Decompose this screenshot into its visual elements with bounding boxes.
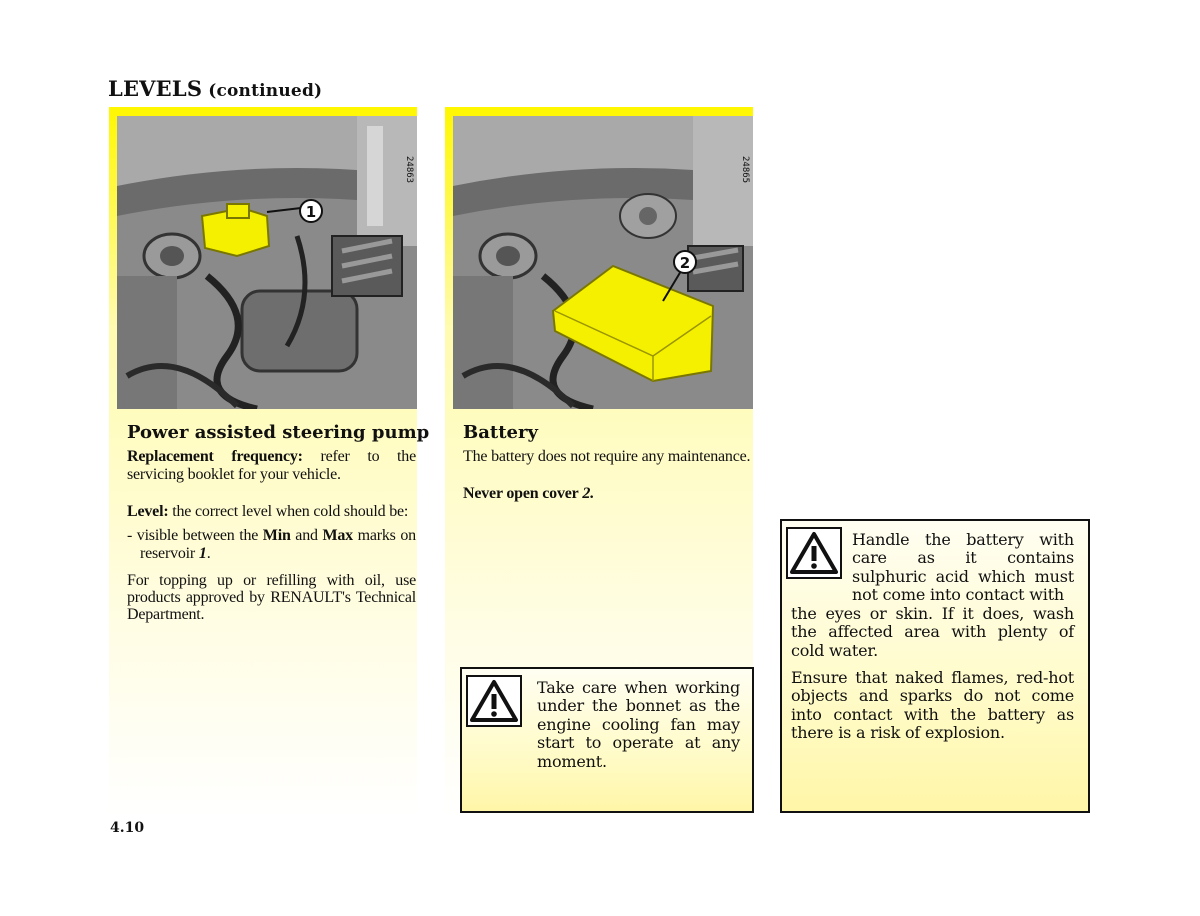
warning-triangle-icon [466,675,522,727]
battery-body [463,448,752,518]
bullet-prefix: - visible between the [127,527,259,544]
battery-warning-text-rest: the eyes or skin. If it does, wash the affected area with plenty of cold water. [791,604,1074,660]
photo-code-right: 24865 [740,156,750,184]
steering-pump-heading: Power assisted steering pump [127,422,430,443]
bullet-ref: 1 [198,545,207,562]
battery-warning-text-top: Handle the battery with care as it contains sulphuric acid which must not come into contact with [852,530,1074,605]
callout-1: 1 [305,203,317,221]
battery-photo [453,116,753,409]
warning-triangle-icon [786,527,842,579]
fan-warning-text: Take care when working under the bonnet as the engine cooling fan may start to operate at any moment. [537,678,740,771]
battery-heading: Battery [463,422,538,443]
bullet-and: and [295,527,318,544]
bullet-min: Min [262,527,291,544]
callout-2: 2 [679,254,691,272]
title-subtitle: (continued) [208,81,323,101]
replacement-label: Replacement frequency: [127,448,303,465]
bullet-suffix: marks on reservoir [140,527,416,562]
never-open-text: Never open cover [463,485,579,502]
bullet-max: Max [322,527,353,544]
steering-pump-body: Replacement frequency: refer to the servicing booklet for your vehicle. Level: the correct level when cold should be: - visible between the Min and Max marks on reservoir 1. For topping up or refilling with oil, use products approved by RENAULT's Technical Department. [127,448,416,623]
level-label: Level: [127,503,169,520]
battery-warning-box [780,519,1090,813]
page-title [108,76,322,101]
battery-body-text: The battery does not require any maintenance. [463,448,751,465]
never-open-ref: 2. [582,485,594,502]
title-main: LEVELS [108,76,203,101]
level-text: the correct level when cold should be: [172,503,409,520]
photo-code-left: 24863 [404,156,414,184]
battery-warning-text-second: Ensure that naked flames, red-hot objects and sparks do not come into contact with the battery as there is a risk of explosion. [791,668,1074,743]
topping-text: For topping up or refilling with oil, use products approved by RENAULT's Technical Department. [127,572,416,623]
steering-pump-photo [117,116,417,409]
replacement-text: refer to the servicing booklet for your vehicle. [127,448,416,483]
page-number: 4.10 [110,820,145,836]
fan-warning-box [460,667,754,813]
